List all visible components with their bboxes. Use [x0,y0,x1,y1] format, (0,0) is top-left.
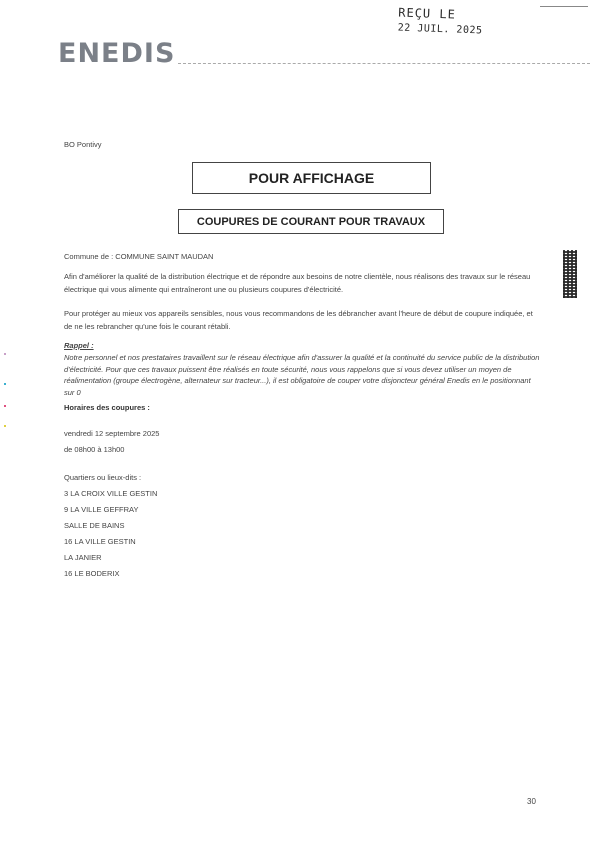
stamp-date: 22 JUIL. 2025 [397,22,483,37]
rappel-text: Notre personnel et nos prestataires travaillent sur le réseau électrique afin d'assurer la qualité et la continuité du service public de la distribution d'électricité. Pour que ces travaux puissent être réalisés en toute sécurité, nous vous rappelons que si vous devez utiliser un moyen de réalimentation (groupe électrogène, alternateur sur tracteur...), il est obligatoire de couper votre disjoncteur général Enedis en le positionnant sur 0 [64,353,540,397]
advice-paragraph: Pour protéger au mieux vos appareils sensibles, nous vous recommandons de les débrancher avant l'heure de début de coupure indiquée, et de ne les rebrancher qu'une fois le courant rétabli. [64,309,533,331]
stamp-label: REÇU LE [398,5,457,22]
main-title-box [192,162,431,194]
received-stamp [398,7,484,37]
rappel-section [64,339,542,398]
quarters-title: Quartiers ou lieux-dits : [64,473,142,482]
schedule-title: Horaires des coupures : [64,403,150,412]
subtitle: COUPURES DE COURANT POUR TRAVAUX [196,215,426,228]
schedule-time: de 08h00 à 13h00 [64,445,125,454]
qr-code [563,250,577,298]
header-divider [178,63,590,64]
sender-office: BO Pontivy [64,140,102,149]
scan-mark [4,383,6,385]
scan-edge-line [540,6,588,7]
scan-mark [4,425,6,427]
scan-mark [4,405,6,407]
main-title: POUR AFFICHAGE [248,170,375,186]
intro-paragraph: Afin d'améliorer la qualité de la distribution électrique et de répondre aux besoins de notre clientèle, nous réalisons des travaux sur le réseau électrique qui vous alimente qui entraîneront une ou plusieurs coupures d'électricité. [64,272,531,294]
list-item: 3 LA CROIX VILLE GESTIN [64,489,158,498]
schedule-day: vendredi 12 septembre 2025 [64,429,160,438]
list-item: SALLE DE BAINS [64,521,125,530]
list-item: 16 LE BODERIX [64,569,120,578]
enedis-logo: ENEDIS [58,38,176,69]
rappel-title: Rappel : [64,341,94,350]
page-number: 30 [527,797,536,806]
list-item: LA JANIER [64,553,102,562]
subtitle-box [178,209,444,234]
commune-line: Commune de : COMMUNE SAINT MAUDAN [64,252,214,261]
quarters-list [64,470,157,582]
scan-mark [4,353,6,355]
list-item: 16 LA VILLE GESTIN [64,537,136,546]
list-item: 9 LA VILLE GEFFRAY [64,505,139,514]
